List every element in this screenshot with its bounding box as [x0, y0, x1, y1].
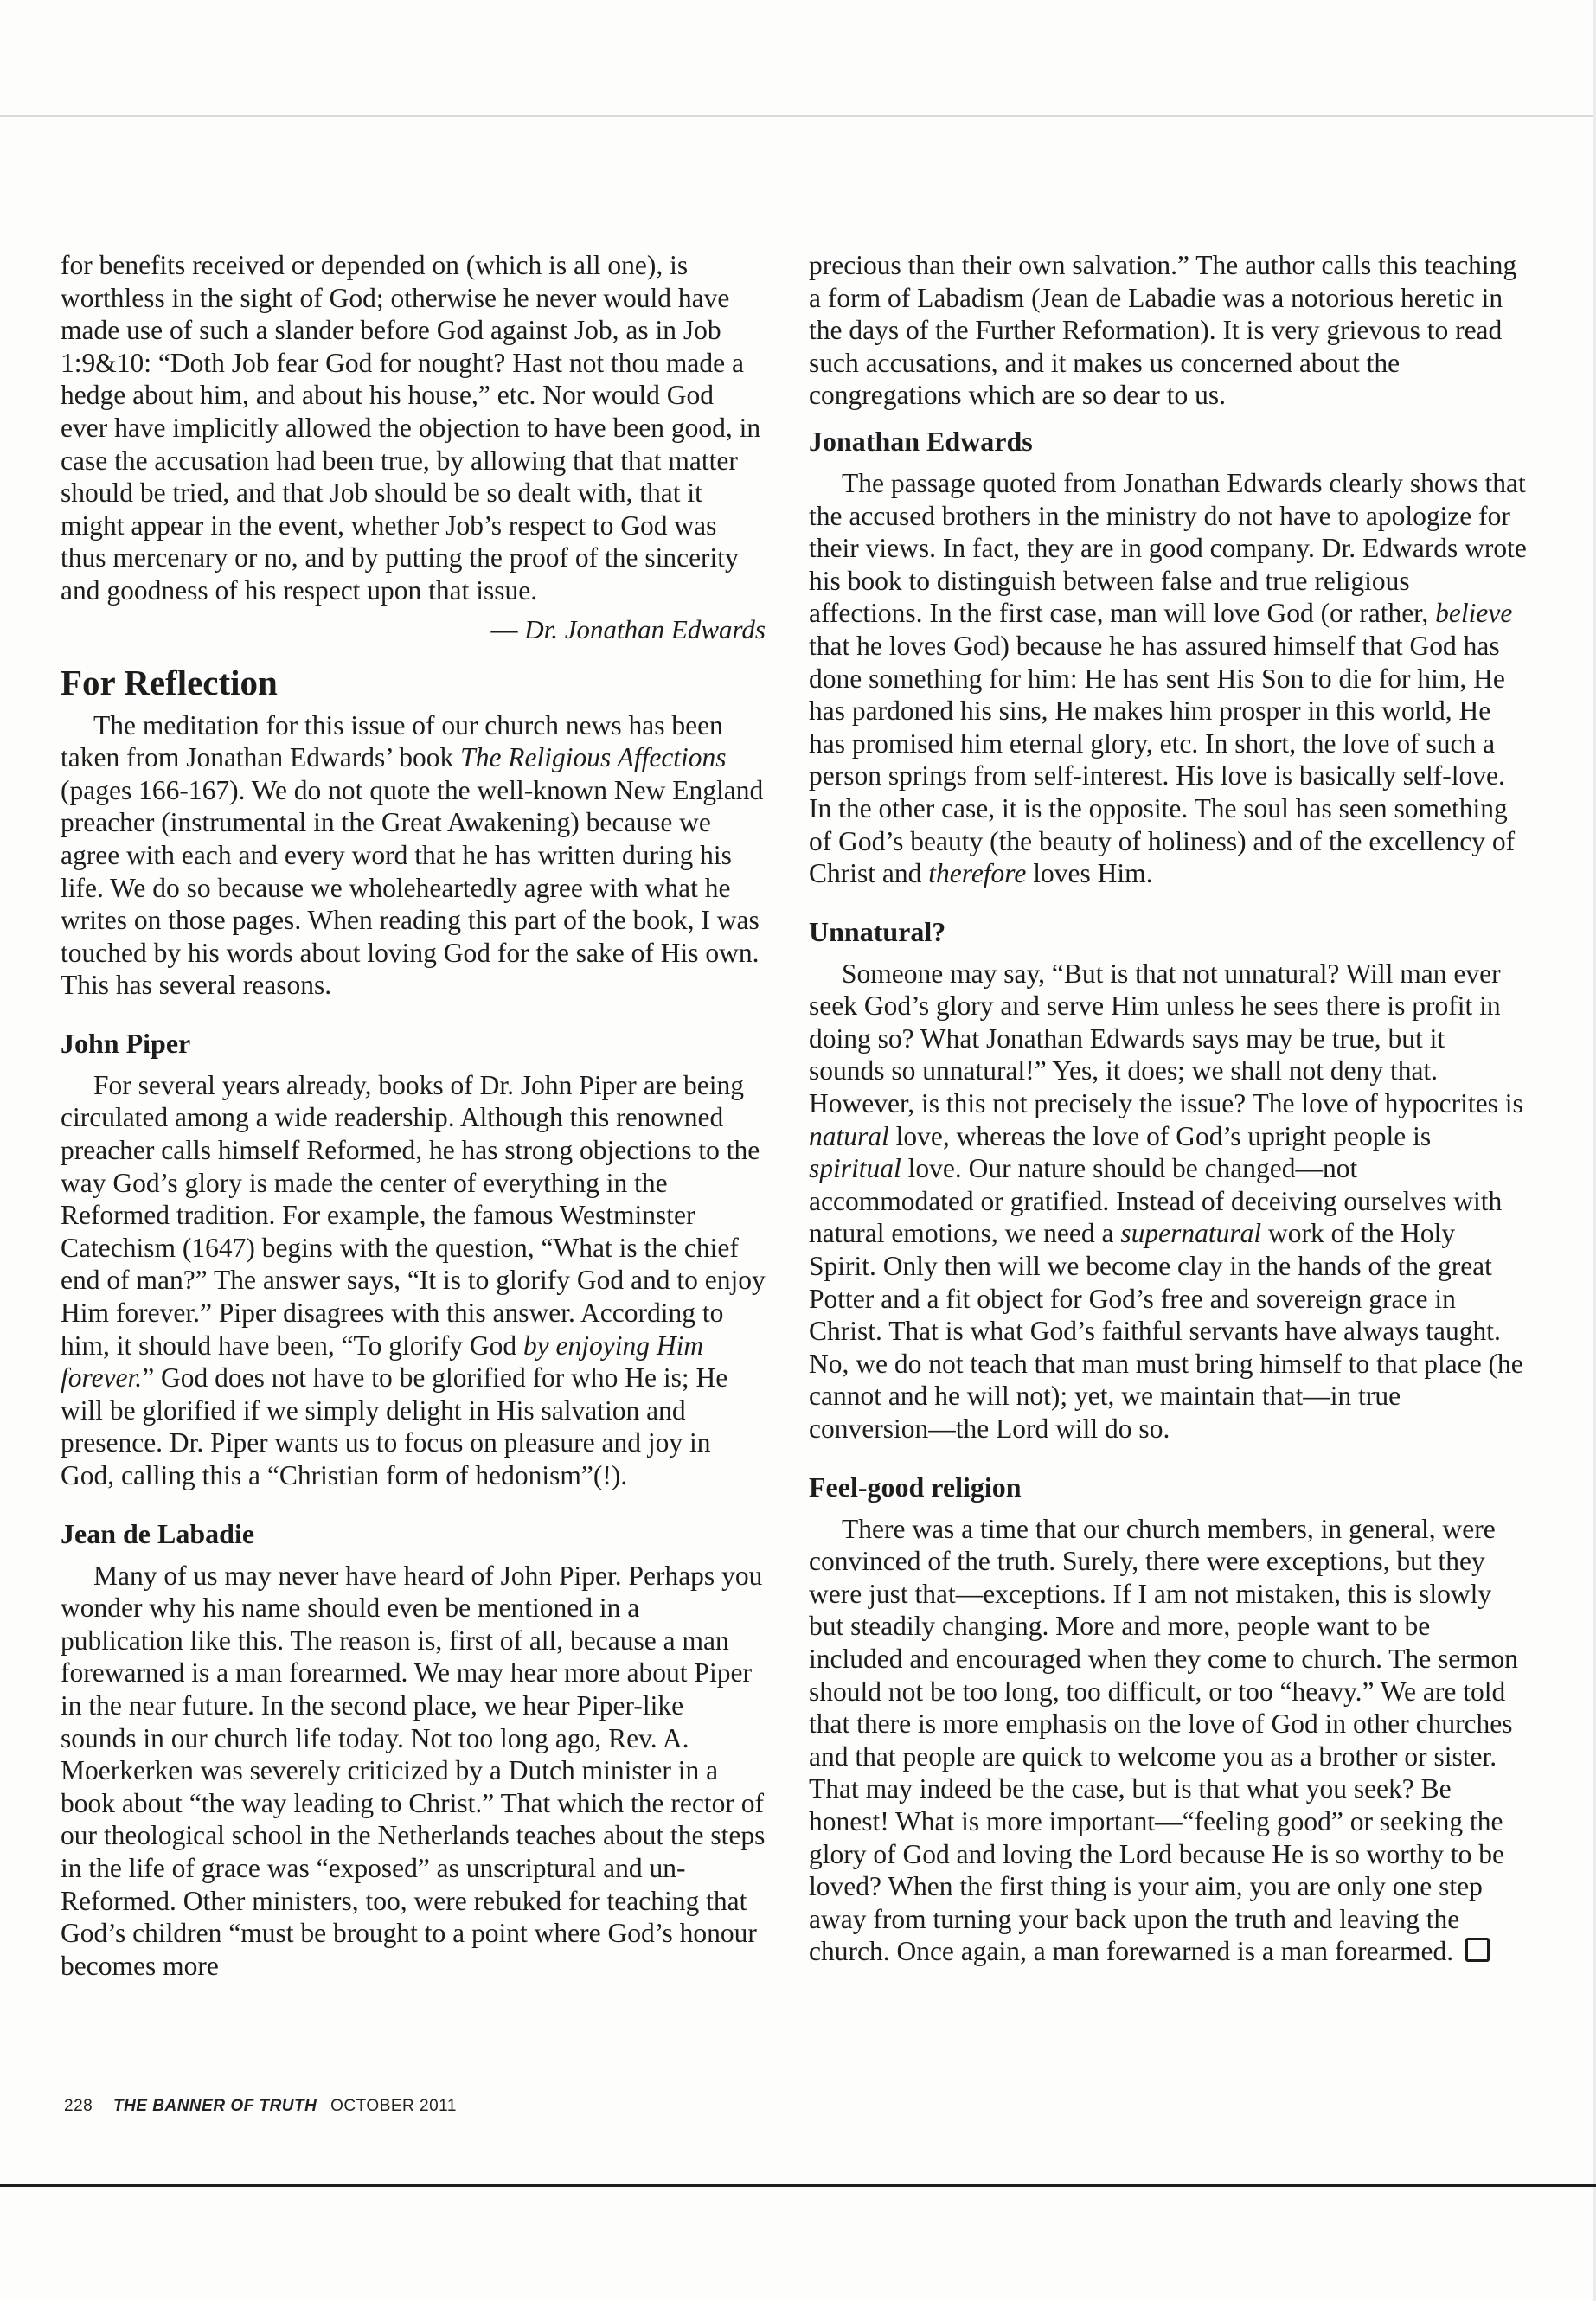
page-edge: [1593, 0, 1596, 2301]
labadie-paragraph: Many of us may never have heard of John Piper. Perhaps you wonder why his name should even be mentioned in a publication like this. The reason is, first of all, because a man forewarned is a man forearmed. We may hear more about Piper in the near future. In the second place, we hear Piper-like sounds in our church life today. Not too long ago, Rev. A. Moerkerken was severely criticized by a Dutch minister in a book about “the way leading to Christ.” That which the rector of our theological school in the Netherlands teaches about the steps in the life of grace was “exposed” as unscriptural and un-Reformed. Other ministers, too, were rebuked for teaching that God’s children “must be brought to a point where God’s honour becomes more: [61, 1560, 766, 1981]
issue-date: OCTOBER 2011: [330, 2097, 457, 2115]
edwards-paragraph-2: In the other case, it is the opposite. The soul has seen something of God’s beauty (the beauty of holiness) and of the excellency of Christ and therefore loves Him.: [809, 792, 1516, 889]
labadie-continuation: precious than their own salvation.” The author calls this teaching a form of Labadism (Jean de Labadie was a notorious heretic in the days of the Further Reformation). It is very grievous to read such accusations, and it makes us concerned about the congregations which are so dear to us.: [809, 250, 1517, 411]
top-rule: [0, 115, 1596, 117]
jean-de-labadie-heading: Jean de Labadie: [61, 1517, 255, 1549]
unnatural-paragraph: Someone may say, “But is that not unnatural? Will man ever seek God’s glory and serve Him unless he sees there is profit in doing so? What Jonathan Edwards says may be true, but it sounds so unnatural!” Yes, it does; we shall not deny that. However, is this not precisely the issue? The love of hypocrites is natural love, whereas the love of God’s upright people is spiritual love. Our nature should be changed—not accommodated or gratified. Instead of deceiving ourselves with natural emotions, we need a supernatural work of the Holy Spirit. Only then will we become clay in the hands of the great Potter and a fit object for God’s free and sovereign grace in Christ. That is what God’s faithful servants have always taught. No, we do not teach that man must bring himself to that place (he cannot and he will not); yet, we maintain that—in true conversion—the Lord will do so.: [809, 958, 1523, 1444]
book-title: The Religious Affections: [460, 742, 727, 773]
for-reflection-heading: For Reflection: [61, 662, 278, 702]
publication-name: THE BANNER OF TRUTH: [112, 2097, 317, 2115]
edwards-quote: for benefits received or depended on (which is all one), is worthless in the sight of God; otherwise he never would have made use of such a slander before God against Job, as in Job 1:9&10: “Doth Job fear God for nought? Hast not thou made a hedge about him, and about his house,” etc. Nor would God ever have implicitly allowed the objection to have been good, in case the accusation had been true, by allowing that that matter should be tried, and that Job should be so dealt with, that it might appear in the event, whether Job’s respect to God was thus mercenary or no, and by putting the proof of the sincerity and goodness of his respect upon that issue.: [61, 250, 761, 606]
reflection-paragraph: The meditation for this issue of our church news has been taken from Jonathan Edwards’ book The Religious Affections (pages 166-167). We do not quote the well-known New England preacher (instrumental in the Great Awakening) because we agree with each and every word that he has written during his life. We do so because we wholeheartedly agree with what he writes on those pages. When reading this part of the book, I was touched by his words about loving God for the sake of His own. This has several reasons.: [61, 709, 764, 1001]
john-piper-heading: John Piper: [61, 1027, 191, 1059]
edwards-paragraph: The passage quoted from Jonathan Edwards clearly shows that the accused brothers in the ministry do not have to apologize for their views. In fact, they are in good company. Dr. Edwards wrote his book to distinguish between false and true religious affections. In the first case, man will love God (or rather, believe that he loves God) because he has assured himself that God has done something for him: He has sent His Son to die for him, He has pardoned his sins, He makes him prosper in this world, He has promised him eternal glory, etc. In short, the love of such a person springs from self-interest. His love is basically self-love.: [809, 467, 1527, 792]
jonathan-edwards-heading: Jonathan Edwards: [809, 425, 1033, 457]
left-column: [61, 249, 766, 1982]
quote-attribution: [61, 612, 766, 647]
bottom-rule: [0, 2184, 1596, 2187]
attribution-name: Dr. Jonathan Edwards: [524, 613, 766, 644]
page-number: 228: [64, 2097, 93, 2115]
attribution-dash: —: [490, 613, 525, 644]
end-of-article-icon: [1465, 1938, 1490, 1962]
right-column: [809, 249, 1527, 1968]
piper-paragraph: For several years already, books of Dr. John Piper are being circulated among a wide readership. Although this renowned preacher calls himself Reformed, he has strong objections to the way God’s glory is made the center of everything in the Reformed tradition. For example, the famous Westminster Catechism (1647) begins with the question, “What is the chief end of man?” The answer says, “It is to glorify God and to enjoy Him forever.” Piper disagrees with this answer. According to him, it should have been, “To glorify God by enjoying Him forever.” God does not have to be glorified for who He is; He will be glorified if we simply delight in His salvation and presence. Dr. Piper wants us to focus on pleasure and joy in God, calling this a “Christian form of hedonism”(!).: [61, 1069, 766, 1490]
feel-good-paragraph: There was a time that our church members, in general, were convinced of the truth. Surely, there were exceptions, but they were just that—exceptions. If I am not mistaken, this is slowly but steadily changing. More and more, people want to be included and encouraged when they come to church. The sermon should not be too long, too difficult, or too “heavy.” We are told that there is more emphasis on the love of God in other churches and that people are quick to welcome you as a brother or sister. That may indeed be the case, but is that what you seek? Be honest! What is more important—“feeling good” or seeking the glory of God and loving the Lord because He is so worthy to be loved? When the first thing is your aim, you are only one step away from turning your back upon the truth and leaving the church. Once again, a man forewarned is a man forearmed.: [809, 1513, 1518, 1967]
unnatural-heading: Unnatural?: [809, 915, 946, 947]
page-footer: [64, 2097, 457, 2116]
feel-good-religion-heading: Feel-good religion: [809, 1471, 1022, 1503]
